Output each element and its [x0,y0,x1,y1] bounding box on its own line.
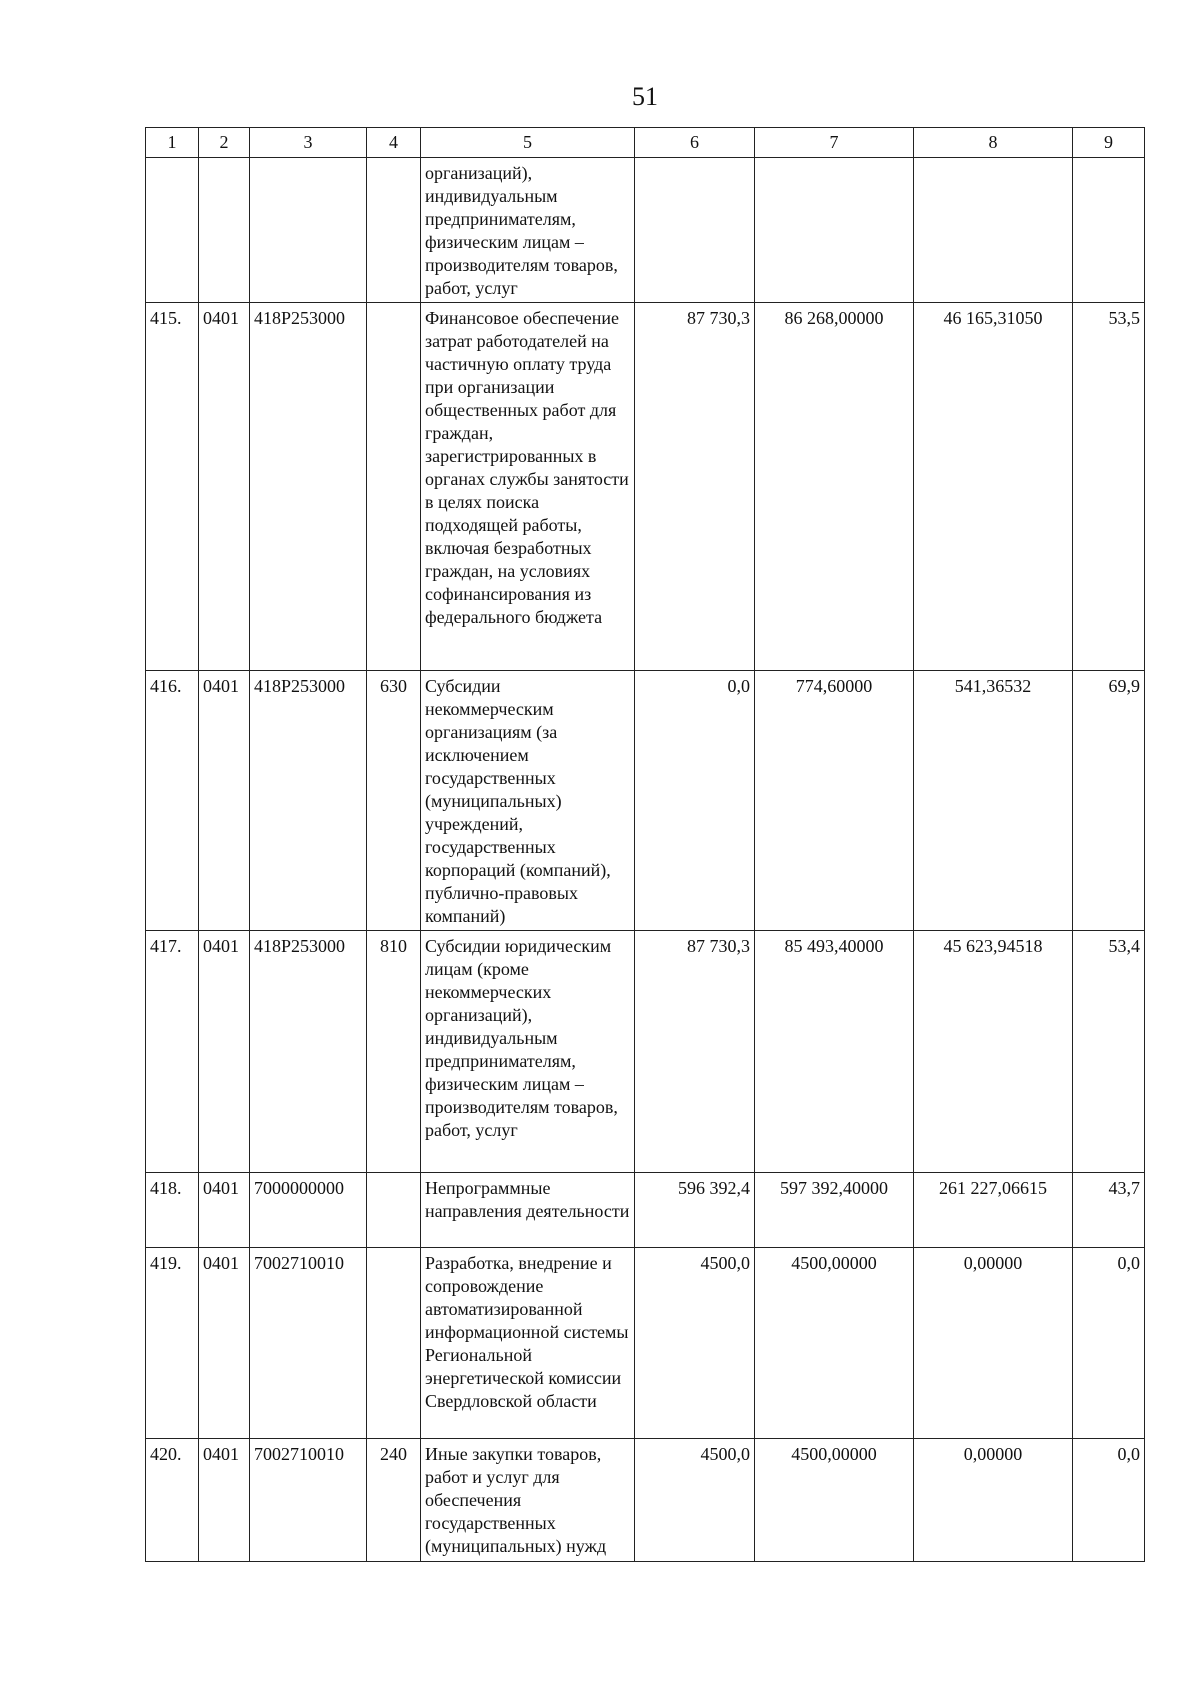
table-row [146,1439,1145,1562]
expense-type-code [367,303,421,671]
item-name: Финансовое обеспечение затрат работодателей на частичную оплату труда при организации общественных работ для граждан, зарегистрированных в органах службы занятости в целях поиска подходящей работы, включая безработных граждан, на условиях софинансирования из федерального бюджета [421,303,635,671]
table-row [146,1248,1145,1439]
col-9-value: 69,9 [1073,671,1145,931]
col-6-value: 4500,0 [635,1248,755,1439]
col-header: 7 [755,128,914,158]
col-6-value: 0,0 [635,671,755,931]
col-7-value: 86 268,00000 [755,303,914,671]
col-8-value: 541,36532 [914,671,1073,931]
col-8-value: 45 623,94518 [914,931,1073,1173]
expense-type-code [367,158,421,303]
col-9-value: 53,5 [1073,303,1145,671]
col-header: 5 [421,128,635,158]
section-code: 0401 [199,1173,250,1248]
table-row [146,158,1145,303]
section-code [199,158,250,303]
col-header: 3 [250,128,367,158]
item-name: Непрограммные направления деятельности [421,1173,635,1248]
page-number: 51 [632,82,658,111]
row-number: 419. [146,1248,199,1439]
expense-type-code [367,1248,421,1439]
target-article-code: 7002710010 [250,1248,367,1439]
row-number: 416. [146,671,199,931]
col-header: 2 [199,128,250,158]
item-name: Субсидии юридическим лицам (кроме некоммерческих организаций), индивидуальным предпринимателям, физическим лицам – производителям товаров, работ, услуг [421,931,635,1173]
section-code: 0401 [199,1248,250,1439]
col-6-value: 87 730,3 [635,303,755,671]
row-number: 420. [146,1439,199,1562]
col-6-value [635,158,755,303]
col-7-value [755,158,914,303]
table-row [146,671,1145,931]
table-row [146,1173,1145,1248]
section-code: 0401 [199,1439,250,1562]
item-name: организаций), индивидуальным предпринимателям, физическим лицам – производителям товаров, работ, услуг [421,158,635,303]
col-8-value [914,158,1073,303]
section-code: 0401 [199,303,250,671]
row-number: 415. [146,303,199,671]
col-7-value: 4500,00000 [755,1439,914,1562]
target-article-code: 418Р253000 [250,303,367,671]
expense-type-code: 630 [367,671,421,931]
col-7-value: 597 392,40000 [755,1173,914,1248]
col-7-value: 85 493,40000 [755,931,914,1173]
col-9-value: 0,0 [1073,1439,1145,1562]
expense-type-code: 810 [367,931,421,1173]
col-8-value: 0,00000 [914,1439,1073,1562]
budget-table [145,127,1145,1562]
col-header: 6 [635,128,755,158]
col-6-value: 596 392,4 [635,1173,755,1248]
target-article-code [250,158,367,303]
item-name: Разработка, внедрение и сопровождение автоматизированной информационной системы Региональной энергетической комиссии Свердловской области [421,1248,635,1439]
col-8-value: 46 165,31050 [914,303,1073,671]
col-header: 9 [1073,128,1145,158]
target-article-code: 418Р253000 [250,931,367,1173]
target-article-code: 7002710010 [250,1439,367,1562]
table-row [146,931,1145,1173]
table-row [146,303,1145,671]
col-header: 4 [367,128,421,158]
col-9-value: 0,0 [1073,1248,1145,1439]
col-7-value: 4500,00000 [755,1248,914,1439]
item-name: Иные закупки товаров, работ и услуг для обеспечения государственных (муниципальных) нужд [421,1439,635,1562]
target-article-code: 7000000000 [250,1173,367,1248]
col-8-value: 0,00000 [914,1248,1073,1439]
col-6-value: 4500,0 [635,1439,755,1562]
col-9-value [1073,158,1145,303]
section-code: 0401 [199,671,250,931]
col-6-value: 87 730,3 [635,931,755,1173]
expense-type-code: 240 [367,1439,421,1562]
item-name: Субсидии некоммерческим организациям (за исключением государственных (муниципальных) учреждений, государственных корпораций (компаний), публично-правовых компаний) [421,671,635,931]
col-9-value: 53,4 [1073,931,1145,1173]
col-header: 1 [146,128,199,158]
row-number: 418. [146,1173,199,1248]
row-number [146,158,199,303]
col-9-value: 43,7 [1073,1173,1145,1248]
target-article-code: 418Р253000 [250,671,367,931]
row-number: 417. [146,931,199,1173]
col-7-value: 774,60000 [755,671,914,931]
expense-type-code [367,1173,421,1248]
col-header: 8 [914,128,1073,158]
section-code: 0401 [199,931,250,1173]
col-8-value: 261 227,06615 [914,1173,1073,1248]
header-row [146,128,1145,158]
